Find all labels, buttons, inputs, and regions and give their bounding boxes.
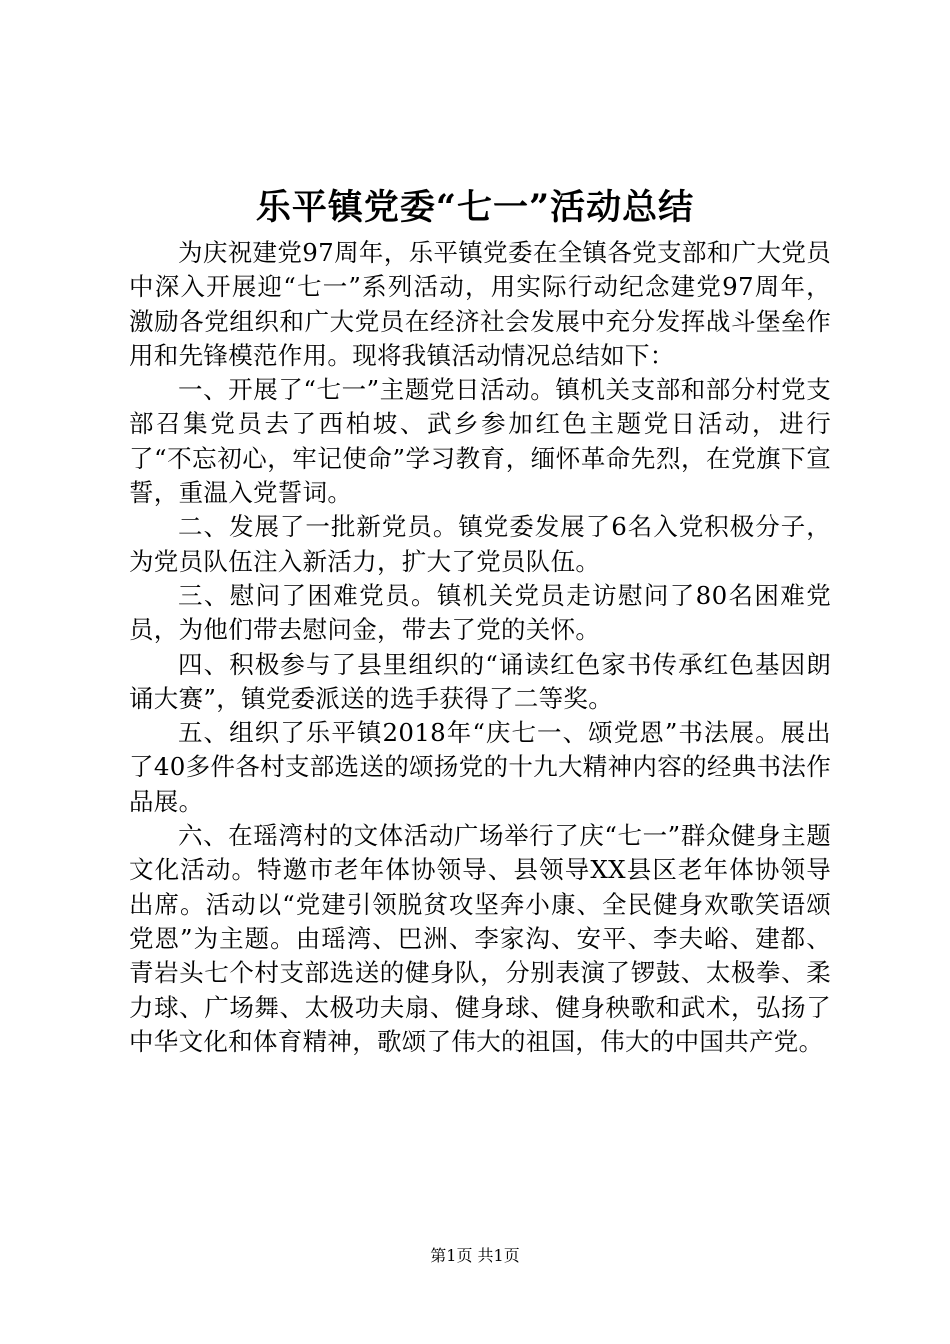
paragraph-item-1: 一、开展了“七一”主题党日活动。镇机关支部和部分村党支部召集党员去了西柏坡、武乡参加红色主题党日活动，进行了“不忘初心，牢记使命”学习教育，缅怀革命先烈，在党旗下宣誓，重温入党誓词。	[129, 375, 831, 508]
paragraph-item-3: 三、慰问了困难党员。镇机关党员走访慰问了80名困难党员，为他们带去慰问金，带去了党的关怀。	[129, 580, 831, 645]
document-title: 乐平镇党委“七一”活动总结	[255, 187, 695, 228]
document-body	[129, 236, 831, 1059]
paragraph-item-2: 二、发展了一批新党员。镇党委发展了6名入党积极分子，为党员队伍注入新活力，扩大了党员队伍。	[129, 512, 831, 576]
paragraph-item-5: 五、组织了乐平镇2018年“庆七一、颂党恩”书法展。展出了40多件各村支部选送的颂扬党的十九大精神内容的经典书法作品展。	[129, 718, 831, 816]
paragraph-item-4: 四、积极参与了县里组织的“诵读红色家书传承红色基因朗诵大赛”，镇党委派送的选手获得了二等奖。	[129, 649, 831, 713]
page-footer: 第1页 共1页	[430, 1246, 520, 1265]
paragraph-intro: 为庆祝建党97周年，乐平镇党委在全镇各党支部和广大党员中深入开展迎“七一”系列活动，用实际行动纪念建党97周年，激励各党组织和广大党员在经济社会发展中充分发挥战斗堡垒作用和先锋模范作用。现将我镇活动情况总结如下：	[129, 238, 831, 370]
paragraph-item-6: 六、在瑶湾村的文体活动广场举行了庆“七一”群众健身主题文化活动。特邀市老年体协领导、县领导XX县区老年体协领导出席。活动以“党建引领脱贫攻坚奔小康、全民健身欢歌笑语颂党恩”为主题。由瑶湾、巴洲、李家沟、安平、李夫峪、建都、青岩头七个村支部选送的健身队，分别表演了锣鼓、太极拳、柔力球、广场舞、太极功夫扇、健身球、健身秧歌和武术，弘扬了中华文化和体育精神，歌颂了伟大的祖国，伟大的中国共产党。	[129, 821, 832, 1056]
